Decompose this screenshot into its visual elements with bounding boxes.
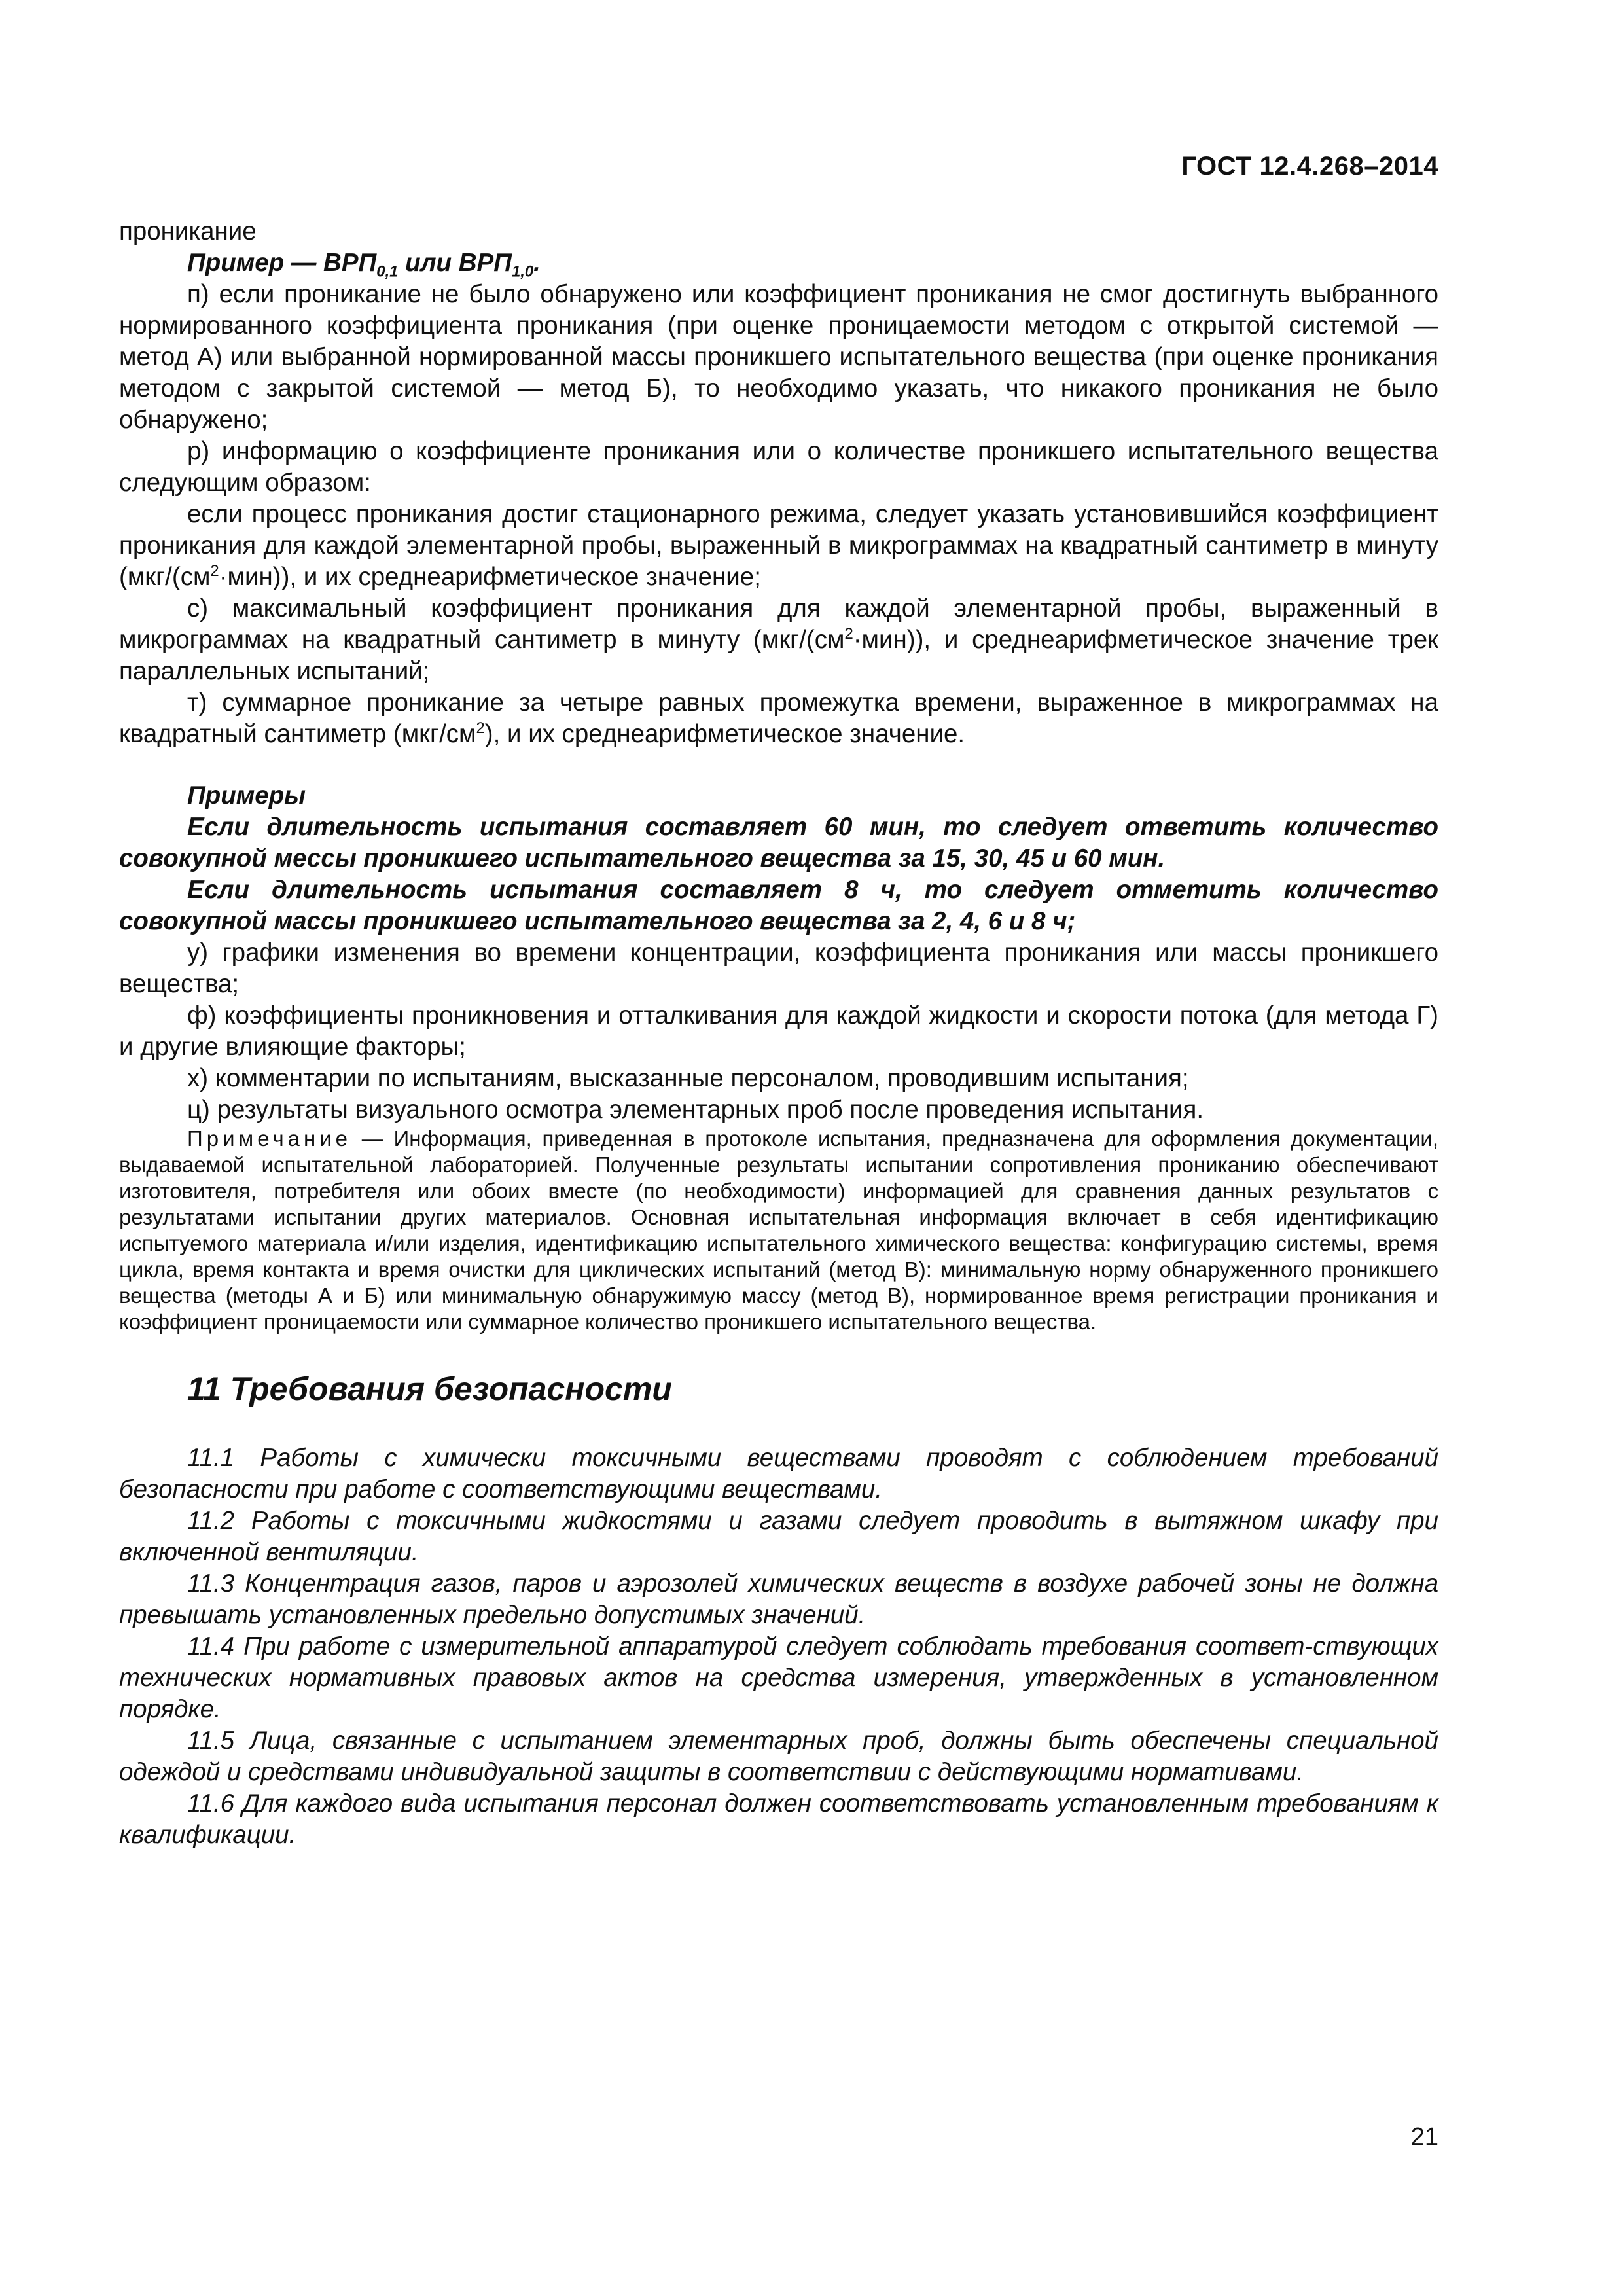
example-end: . xyxy=(533,249,541,277)
item-ts: ц) результаты визуального осмотра элементарных проб после проведения испытания. xyxy=(187,1096,1204,1124)
clause-11-2: 11.2 Работы с токсичными жидкостями и газами следует проводить в вытяжном шкафу при включенной вентиляции. xyxy=(119,1507,1438,1566)
example-2: Если длительность испытания составляет 8 ч, то следует отметить количество совокупной массы проникшего испытательного вещества за 2, 4, 6 и 8 ч; xyxy=(119,876,1438,935)
clause-11-5: 11.5 Лица, связанные с испытанием элементарных проб, должны быть обеспечены специальной одеждой и средствами индивидуальной защиты в соответствии с действующими нормативами. xyxy=(119,1727,1438,1786)
spacer xyxy=(119,1408,1438,1443)
item-h: х) комментарии по испытаниям, высказанные персоналом, проводившим испытания; xyxy=(187,1064,1189,1092)
example-subscript-1: 0,1 xyxy=(376,262,399,281)
note-paragraph xyxy=(119,1126,1438,1335)
item-t-sup: 2 xyxy=(476,719,485,738)
item-t-tail: ), и их среднеарифметическое значение. xyxy=(484,720,965,748)
page-number: 21 xyxy=(1410,2123,1438,2151)
example-prefix: Пример — ВРП xyxy=(187,249,377,277)
item-r-sup: 2 xyxy=(210,562,219,581)
item-p: п) если проникание не было обнаружено или коэффициент проникания не смог достигнуть выбранного нормированного коэффициента проникания (при оценке проницаемости методом с открытой системой — метод А) или выбранной нормированной массы проникшего испытательного вещества (при оценке проникания методом с закрытой системой — метод Б), то необходимо указать, что никакого проникания не было обнаружено; xyxy=(119,280,1438,434)
clause-11-6: 11.6 Для каждого вида испытания персонал должен соответствовать установленным требованиям к квалификации. xyxy=(119,1789,1438,1849)
clause-11-1: 11.1 Работы с химически токсичными веществами проводят с соблюдением требований безопасности при работе с соответствующими веществами. xyxy=(119,1444,1438,1503)
item-s-sup: 2 xyxy=(844,625,853,643)
note-label: Примечание xyxy=(187,1126,352,1151)
example-mid: или ВРП xyxy=(398,249,512,277)
item-t xyxy=(119,687,1438,750)
example-subscript-2: 1,0 xyxy=(511,262,534,281)
continuation-line: проникание xyxy=(119,217,257,245)
examples-heading: Примеры xyxy=(187,781,306,810)
item-t-text: т) суммарное проникание за четыре равных промежутка времени, выраженное в микрограммах на квадратный сантиметр (мкг/см xyxy=(119,689,1438,748)
item-s-tail: ·мин)), и среднеарифметическое значение трек параллельных испытаний; xyxy=(119,626,1438,685)
clause-11-3: 11.3 Концентрация газов, паров и аэрозолей химических веществ в воздухе рабочей зоны не должна превышать установленных предельно допустимых значений. xyxy=(119,1570,1438,1629)
item-r-sub xyxy=(119,499,1438,593)
item-r: р) информацию о коэффициенте проникания или о количестве проникшего испытательного вещества следующим образом: xyxy=(119,437,1438,497)
item-r-sub-text: если процесс проникания достиг стационарного режима, следует указать установившийся коэффициент проникания для каждой элементарной пробы, выраженный в микрограммах на квадратный сантиметр в минуту (мкг/(см xyxy=(119,500,1438,591)
spacer xyxy=(119,750,1438,780)
item-s-text: с) максимальный коэффициент проникания для каждой элементарной пробы, выраженный в микрограммах на квадратный сантиметр в минуту (мкг/(см xyxy=(119,594,1438,654)
item-u: у) графики изменения во времени концентрации, коэффициента проникания или массы проникшего вещества; xyxy=(119,939,1438,998)
item-f: ф) коэффициенты проникновения и отталкивания для каждой жидкости и скорости потока (для метода Г) и другие влияющие факторы; xyxy=(119,1001,1438,1061)
section-title: 11 Требования безопасности xyxy=(187,1371,672,1407)
spacer xyxy=(119,1335,1438,1369)
clause-11-4: 11.4 При работе с измерительной аппаратурой следует соблюдать требования соответ-ствующих технических нормативных правовых актов на средства измерения, утвержденных в установленном порядке. xyxy=(119,1632,1438,1723)
note-text: — Информация, приведенная в протоколе испытания, предназначена для оформления документации, выдаваемой испытательной лабораторией. Полученные результаты испытании сопротивления прониканию обеспечивают изготовителя, потребителя или обоих вместе (по необходимости) информацией для сравнения данных результатов с результатами испытании других материалов. Основная испытательная информация включает в себя идентификацию испытуемого материала и/или изделия, идентификацию испытательного химического вещества: конфигурацию системы, время цикла, время контакта и время очистки для циклических испытаний (метод В): минимальную норму обнаруженного проникшего вещества (методы А и Б) или минимальную обнаружимую массу (метод В), нормированное время регистрации проникания и коэффициент проницаемости или суммарное количество проникшего испытательного вещества. xyxy=(119,1126,1438,1334)
example-1: Если длительность испытания составляет 60 мин, то следует ответить количество совокупной мессы проникшего испытательного вещества за 15, 30, 45 и 60 мин. xyxy=(119,813,1438,872)
item-s xyxy=(119,593,1438,687)
standard-code: ГОСТ 12.4.268–2014 xyxy=(1181,152,1438,181)
document-body xyxy=(119,216,1438,1851)
item-r-sub-tail: ·мин)), и их среднеарифметическое значение; xyxy=(219,563,761,591)
example-line xyxy=(119,247,1438,279)
